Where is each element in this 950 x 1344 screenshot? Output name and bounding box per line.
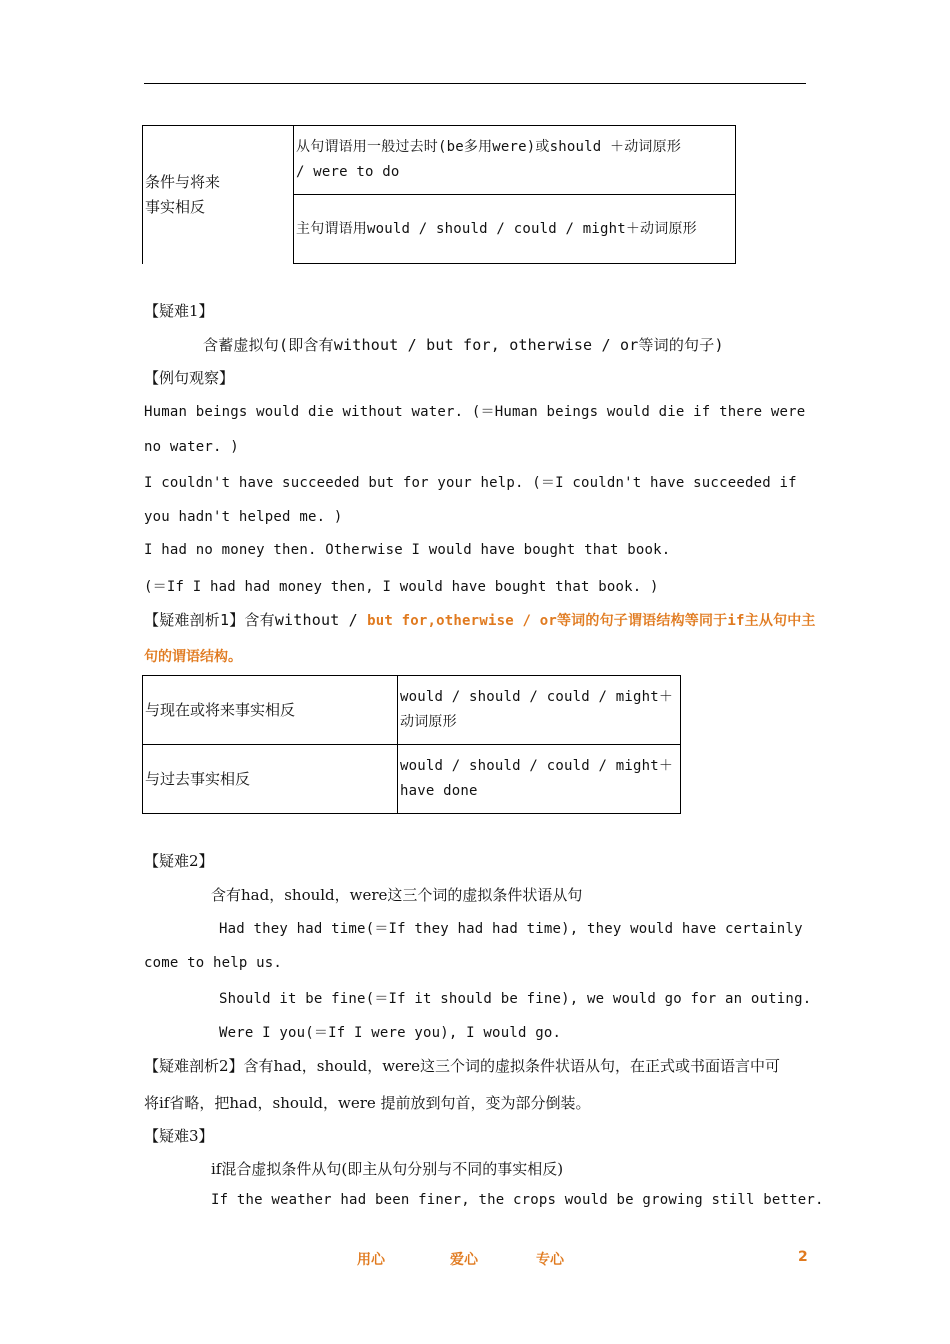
row-form-present-line2: 动词原形	[400, 714, 457, 730]
cell1-line2: / were to do	[296, 164, 400, 180]
difficulty-1-heading: 【疑难1】	[144, 302, 214, 320]
example-1-line2: no water. )	[144, 439, 239, 455]
section2-example-2: Should it be fine(＝If it should be fine), we would go for an outing.	[219, 991, 812, 1007]
row-label-line2: 事实相反	[145, 197, 206, 216]
difficulty-2-title: 含有had，should，were这三个词的虚拟条件状语从句	[211, 886, 583, 904]
row-form-past	[398, 745, 681, 814]
cell1-line1: 从句谓语用一般过去时(be多用were)或should ＋动词原形	[296, 139, 682, 155]
row-form-present-line1: would / should / could / might＋	[400, 689, 674, 705]
analysis-2-line1: 【疑难剖析2】含有had，should，were这三个词的虚拟条件状语从句，在正式或书面语言中可	[144, 1057, 780, 1075]
row-label-line1: 条件与将来	[145, 172, 221, 191]
subordinate-clause-cell	[294, 126, 736, 195]
footer-word-2: 爱心	[450, 1252, 478, 1268]
section3-example-1: If the weather had been finer, the crops would be growing still better.	[211, 1192, 824, 1208]
difficulty-1-title: 含蓄虚拟句(即含有without / but for, otherwise / or等词的句子)	[203, 336, 724, 354]
row-form-present	[398, 676, 681, 745]
header-rule	[144, 83, 806, 84]
analysis-2-line2: 将if省略，把had，should，were 提前放到句首，变为部分倒装。	[144, 1094, 591, 1112]
example-3-line1: I had no money then. Otherwise I would have bought that book.	[144, 542, 671, 558]
page-number: 2	[798, 1249, 808, 1265]
analysis-1-highlight-cont: 句的谓语结构。	[144, 649, 242, 665]
conditions-table	[142, 125, 736, 264]
implicit-subjunctive-table	[142, 675, 681, 814]
analysis-1-label: 【疑难剖析1】含有without /	[144, 611, 368, 629]
difficulty-2-heading: 【疑难2】	[144, 852, 214, 870]
difficulty-3-heading: 【疑难3】	[144, 1127, 214, 1145]
row-form-past-line2: have done	[400, 783, 478, 799]
main-clause-cell: 主句谓语用would / should / could / might＋动词原形	[294, 195, 736, 264]
difficulty-3-title: if混合虚拟条件从句(即主从句分别与不同的事实相反)	[211, 1160, 564, 1178]
analysis-1	[144, 609, 816, 630]
row-label-present: 与现在或将来事实相反	[143, 676, 398, 745]
example-2-line2: you hadn't helped me. )	[144, 509, 343, 525]
row-form-past-line1: would / should / could / might＋	[400, 758, 674, 774]
row-label-past: 与过去事实相反	[143, 745, 398, 814]
section2-example-1-line1: Had they had time(＝If they had had time), they would have certainly	[219, 921, 803, 937]
analysis-1-highlight: but for,otherwise / or等词的句子谓语结构等同于if主从句中主	[367, 613, 816, 629]
section2-example-1-line2: come to help us.	[144, 955, 283, 971]
row-label-cell	[143, 126, 294, 264]
example-heading: 【例句观察】	[144, 369, 235, 387]
footer-word-1: 用心	[357, 1252, 385, 1268]
footer-word-3: 专心	[536, 1252, 564, 1268]
section2-example-3: Were I you(＝If I were you), I would go.	[219, 1025, 562, 1041]
example-3-line2: (＝If I had had money then, I would have bought that book. )	[144, 579, 659, 595]
example-2-line1: I couldn't have succeeded but for your help. (＝I couldn't have succeeded if	[144, 475, 797, 491]
example-1-line1: Human beings would die without water. (＝Human beings would die if there were	[144, 404, 806, 420]
